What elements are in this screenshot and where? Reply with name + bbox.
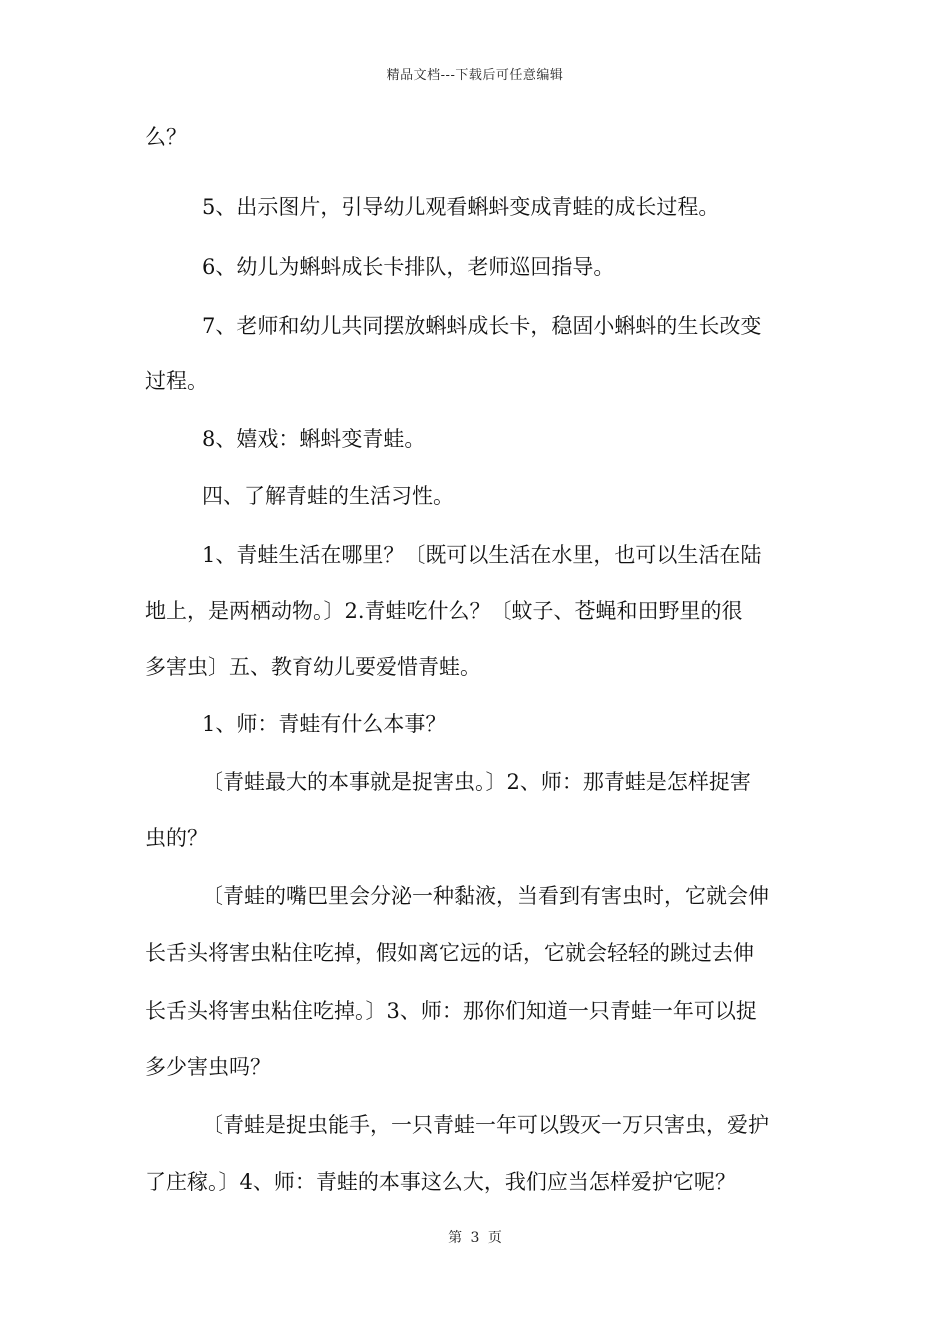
text-line: 地上，是两栖动物。〕2.青蛙吃什么？〔蚊子、苍蝇和田野里的很 — [145, 599, 743, 623]
text-line: 〔青蛙是捉虫能手，一只青蛙一年可以毁灭一万只害虫，爱护 — [202, 1113, 769, 1137]
page-header: 精品文档---下载后可任意编辑 — [386, 68, 564, 83]
text-line: 了庄稼。〕4、师：青蛙的本事这么大，我们应当怎样爱护它呢？ — [145, 1170, 736, 1194]
text-line: 多害虫〕五、教育幼儿要爱惜青蛙。 — [145, 655, 481, 679]
text-line: 过程。 — [145, 369, 208, 393]
text-line: 7、老师和幼儿共同摆放蝌蚪成长卡，稳固小蝌蚪的生长改变 — [202, 314, 762, 338]
text-line: 5、出示图片，引导幼儿观看蝌蚪变成青蛙的成长过程。 — [202, 195, 720, 219]
text-line: 〔青蛙最大的本事就是捉害虫。〕2、师：那青蛙是怎样捉害 — [202, 770, 751, 794]
text-line: 长舌头将害虫粘住吃掉，假如离它远的话，它就会轻轻的跳过去伸 — [145, 941, 754, 965]
text-line: 1、师：青蛙有什么本事？ — [202, 712, 447, 736]
text-line: 8、嬉戏：蝌蚪变青蛙。 — [202, 427, 426, 451]
text-line: 6、幼儿为蝌蚪成长卡排队，老师巡回指导。 — [202, 255, 615, 279]
page-number: 第 3 页 — [448, 1230, 502, 1246]
text-line: 么？ — [145, 125, 187, 149]
text-line: 〔青蛙的嘴巴里会分泌一种黏液，当看到有害虫时，它就会伸 — [202, 884, 769, 908]
text-line: 多少害虫吗？ — [145, 1055, 271, 1079]
text-line: 四、了解青蛙的生活习性。 — [202, 484, 454, 508]
text-line: 虫的？ — [145, 826, 208, 850]
text-line: 1、青蛙生活在哪里？〔既可以生活在水里，也可以生活在陆 — [202, 543, 762, 567]
text-line: 长舌头将害虫粘住吃掉。〕3、师：那你们知道一只青蛙一年可以捉 — [145, 999, 757, 1023]
